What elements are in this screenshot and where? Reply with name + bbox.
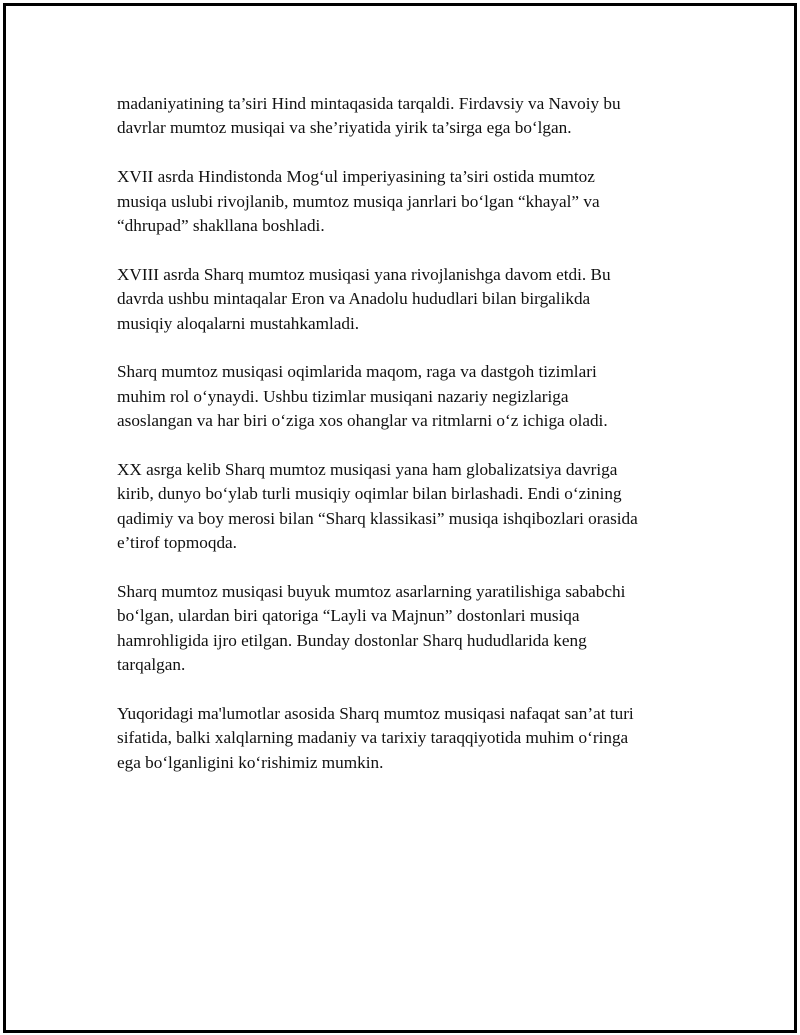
text-line: Sharq mumtoz musiqasi buyuk mumtoz asarlarning yaratilishiga sababchi [117, 582, 626, 602]
text-line: “dhrupad” shakllana boshladi. [117, 216, 325, 236]
text-line: XX asrga kelib Sharq mumtoz musiqasi yana ham globalizatsiya davriga [117, 460, 618, 480]
text-line: sifatida, balki xalqlarning madaniy va tarixiy taraqqiyotida muhim o‘ringa [117, 728, 629, 748]
text-line: bo‘lgan, ulardan biri qatoriga “Layli va Majnun” dostonlari musiqa [117, 606, 580, 626]
text-line: XVIII asrda Sharq mumtoz musiqasi yana rivojlanishga davom etdi. Bu [117, 264, 611, 284]
paragraph-2 [117, 165, 689, 238]
paragraph-6 [117, 580, 689, 678]
text-line: muhim rol o‘ynaydi. Ushbu tizimlar musiqani nazariy negizlariga [117, 386, 569, 406]
text-line: kirib, dunyo bo‘ylab turli musiqiy oqimlar bilan birlashadi. Endi o‘zining [117, 484, 622, 504]
text-line: musiqa uslubi rivojlanib, mumtoz musiqa janrlari bo‘lgan “khayal” va [117, 191, 600, 211]
paragraph-5 [117, 458, 689, 556]
text-line: davrda ushbu mintaqalar Eron va Anadolu hududlari bilan birgalikda [117, 289, 591, 309]
text-line: hamrohligida ijro etilgan. Bunday dostonlar Sharq hududlarida keng [117, 630, 587, 650]
text-line: Yuqoridagi ma'lumotlar asosida Sharq mumtoz musiqasi nafaqat san’at turi [117, 704, 634, 724]
text-line: musiqiy aloqalarni mustahkamladi. [117, 313, 360, 333]
text-line: madaniyatining ta’siri Hind mintaqasida tarqaldi. Firdavsiy va Navoiy bu [117, 94, 621, 113]
text-line: Sharq mumtoz musiqasi oqimlarida maqom, raga va dastgoh tizimlari [117, 362, 597, 382]
document-body [117, 92, 689, 800]
paragraph-7 [117, 702, 689, 775]
paragraph-3 [117, 263, 689, 336]
paragraph-1 [117, 92, 689, 141]
text-line: davrlar mumtoz musiqai va she’riyatida yirik ta’sirga ega bo‘lgan. [117, 118, 572, 138]
paragraph-4 [117, 360, 689, 433]
text-line: asoslangan va har biri o‘ziga xos ohanglar va ritmlarni o‘z ichiga oladi. [117, 411, 608, 431]
text-line: qadimiy va boy merosi bilan “Sharq klassikasi” musiqa ishqibozlari orasida [117, 508, 638, 528]
text-line: ega bo‘lganligini ko‘rishimiz mumkin. [117, 752, 384, 772]
text-line: tarqalgan. [117, 655, 186, 675]
text-line: XVII asrda Hindistonda Mog‘ul imperiyasining ta’siri ostida mumtoz [117, 167, 595, 187]
text-line: e’tirof topmoqda. [117, 533, 237, 553]
